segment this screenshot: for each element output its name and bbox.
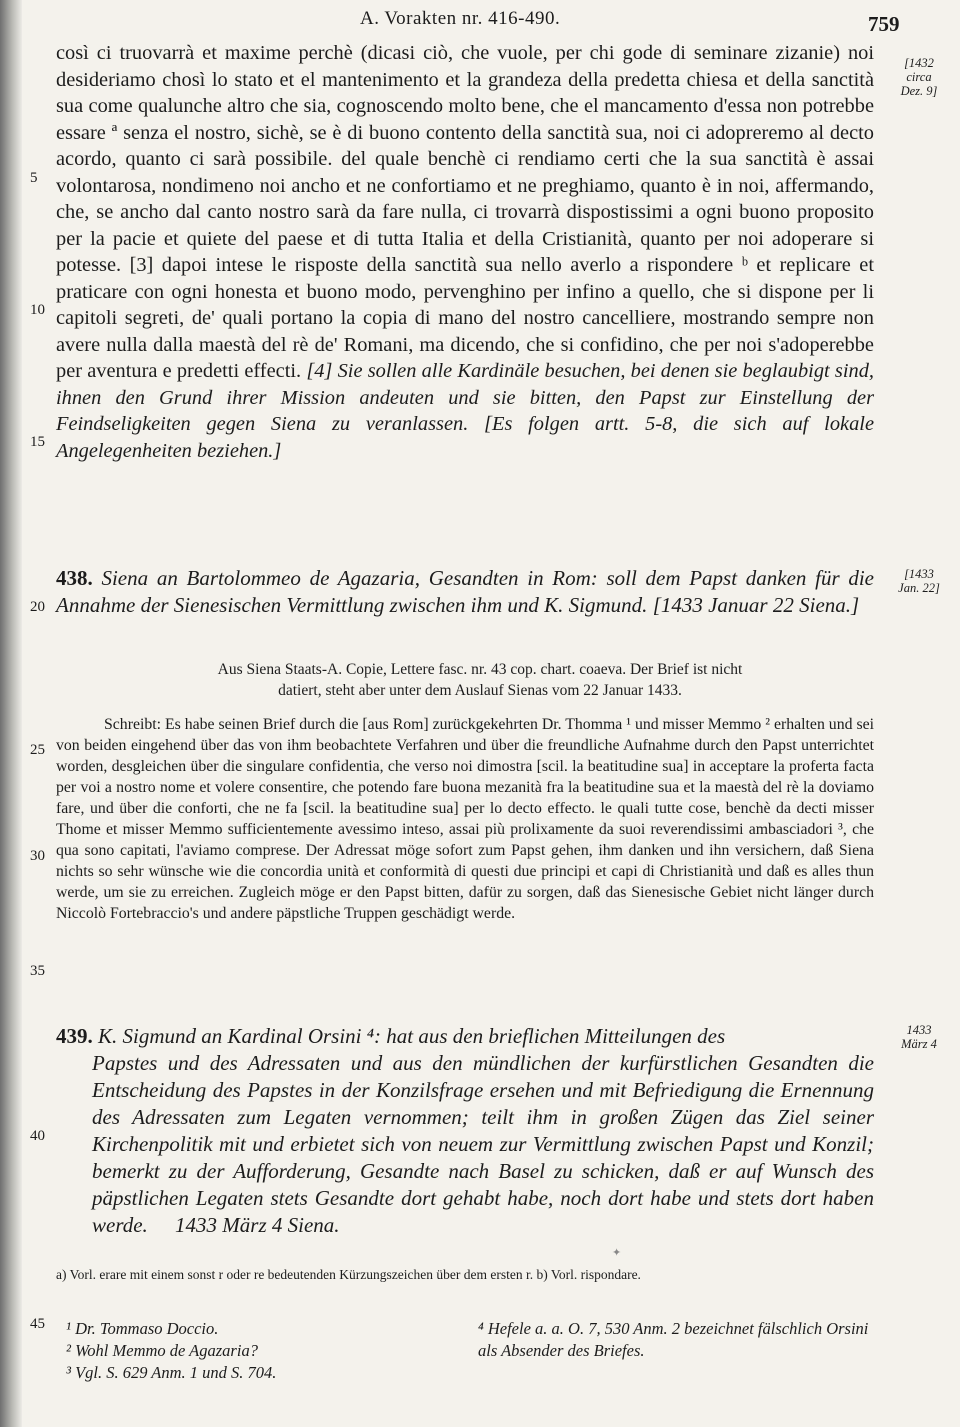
line-number: 10 [30,302,45,318]
doc-438-source: Aus Siena Staats-A. Copie, Lettere fasc. nr. 43 cop. chart. coaeva. Der Brief ist nicht datiert, steht aber unter dem Auslauf Sienas vom 22 Januar 1433. [217,661,743,699]
line-number: 15 [30,434,45,450]
doc-438-heading [56,565,874,619]
body-italic-summary: [4] Sie sollen alle Kardinäle besuchen, bei denen sie beglaubigt sind, ihnen den Grund ihrer Mission andeuten und sie bitten, den Papst zur Einstellung der Feindseligkeiten gegen Siena zu veranlassen. [Es folgen artt. 5-8, die sich auf lokale Angelegenheiten beziehen.] [56,360,874,462]
doc-title: Siena an Bartolommeo de Agazaria, Gesandten in Rom: soll dem Papst danken für die Annahme der Sienesischen Vermittlung zwischen ihm und K. Sigmund. [56,566,875,617]
book-binding-shadow [0,0,22,1427]
doc-title-first-line: K. Sigmund an Kardinal Orsini ⁴: hat aus den brieflichen Mitteilungen des [98,1024,726,1048]
doc-title-continuation: Papstes und des Adressaten und aus den mündlichen der kurfürstlichen Gesandten die Entscheidung des Papstes in der Konzilsfrage ersehen und mit Befriedigung die Ernennung des Adressaten zum Legaten vernommen; teilt ihm in großen Zügen das Ziel seiner Kirchenpolitik mit und erbietet sich von neuem zur Vermittlung zwischen Papst und Konzil; bemerkt zu der Aufforderung, Gesandte nach Basel zu schicken, daß er auf Wunsch des päpstlichen Legaten stets Gesandte dort gehabt habe, noch dort habe und stets dort haben werde. 1433 März 4 Siena. [92,1051,874,1237]
margin-date-note: [1432 circa Dez. 9] [900,56,938,98]
doc-date: [1433 Januar 22 Siena.] [652,593,860,617]
margin-date-note: [1433 Jan. 22] [898,567,940,595]
footnote: ³ Vgl. S. 629 Anm. 1 und S. 704. [66,1363,277,1382]
running-title: A. Vorakten nr. 416-490. [360,8,561,29]
line-number: 5 [30,170,38,186]
body-paragraph: così ci truovarrà et maxime perchè (dicasi ciò, che vuole, per chi gode di seminare zizanie) noi desideriamo chosì lo stato et el mantenimento et la grandeza della predetta chiesa et della sanctità sua come qualunche altro che sia, cognoscendo molto bene, che el mancamento d'essa non potrebbe essare ª senza el nostro, sichè, se è di buono contento della sanctità sua, noi ci adopreremo al decto acordo, quanto ci sarà possibile. del quale benchè ci rendiamo certi che la sua sanctità è assai volontarosa, nondimeno noi ancho et ne confortiamo et ne preghiamo, quanto è in noi, affermando, che, se ancho dal canto nostro sarà da fare nulla, ci trovarrà dispostissimi a ogni buono proposito per la pacie et quiete del paese et di tutta Italia et della Cristianità, quanto per noi adoperare si potesse. [3] dapoi intese le risposte della sanctità sua nello averlo a rispondere ᵇ et replicare et praticare con ogni honesta et buono modo, pervenghino per infino a quello, che si dispone per li capitoli segreti, de' quali portano la copia di mano del nostro cancelliere, mostrando sempre non avere nulla dalla maestà del rè de' Romani, ma dicendo, che si confidino, che per noi s'adoperebbe per aventura e predetti effecti. [56,42,874,382]
footnotes-right [478,1318,888,1362]
line-number: 45 [30,1316,45,1332]
line-number: 30 [30,848,45,864]
footnote: ⁴ Hefele a. a. O. 7, 530 Anm. 2 bezeichnet fälschlich Orsini als Absender des Briefes. [478,1319,869,1360]
line-number: 35 [30,963,45,979]
doc-date: 1433 März 4 Siena. [175,1213,340,1237]
page-number: 759 [868,12,900,36]
page-header [0,6,960,36]
line-number: 20 [30,599,45,615]
textual-notes: a) Vorl. erare mit einem sonst r oder re bedeutenden Kürzungszeichen über dem ersten r. b) Vorl. rispondare. [56,1267,641,1282]
footnote: ¹ Dr. Tommaso Doccio. [66,1319,219,1338]
footnote: ² Wohl Memmo de Agazaria? [66,1341,258,1360]
margin-date-note: 1433 März 4 [901,1023,937,1051]
doc-439-heading [56,1023,874,1239]
line-number: 40 [30,1128,45,1144]
line-number: 25 [30,742,45,758]
doc-438-text: Schreibt: Es habe seinen Brief durch die [aus Rom] zurückgekehrten Dr. Thomma ¹ und misser Memmo ² erhalten und sei von beiden eingehend über das von ihm beobachtete Verfahren und über die freundliche Aufnahme durch den Papst unterrichtet worden, desgleichen über die singulare confidentia, che verso noi dimostra [scil. la beatitudine sua] in acceptare la proferta facta per voi a nostro nome et volere consentire, che potendo fare buona mezanità fra la beatitudine sua et la maestà del rè la doviamo fare, und über die conforti, che ne fa [scil. la beatitudine sua] per lo decto effecto. le quali tutte cose, benchè da decti misser Thome et misser Memmo sufficientemente avessimo inteso, assai più prolixamente da suoi reverendissimi ambasciadori ³, che qua sono capitati, l'aviamo comprese. Der Adressat möge sofort zum Papst gehen, ihm danken und ihn versichern, daß Siena nichts so sehr wünsche wie die concordia unità et conformità di questi due principi et capi di Christianità und daß es alles thun werde, um sie zu erreichen. Zugleich möge er den Papst bitten, dafür zu sorgen, daß das Sienesische Gebiet nicht länger durch Niccolò Fortebraccio's und andere päpstliche Truppen geschädigt werde. [56,716,874,922]
doc-number: 438. [56,566,93,590]
ink-mark: ✦ [612,1247,622,1259]
body-text [56,40,874,464]
doc-number: 439. [56,1024,93,1048]
footnotes-left [66,1318,446,1384]
